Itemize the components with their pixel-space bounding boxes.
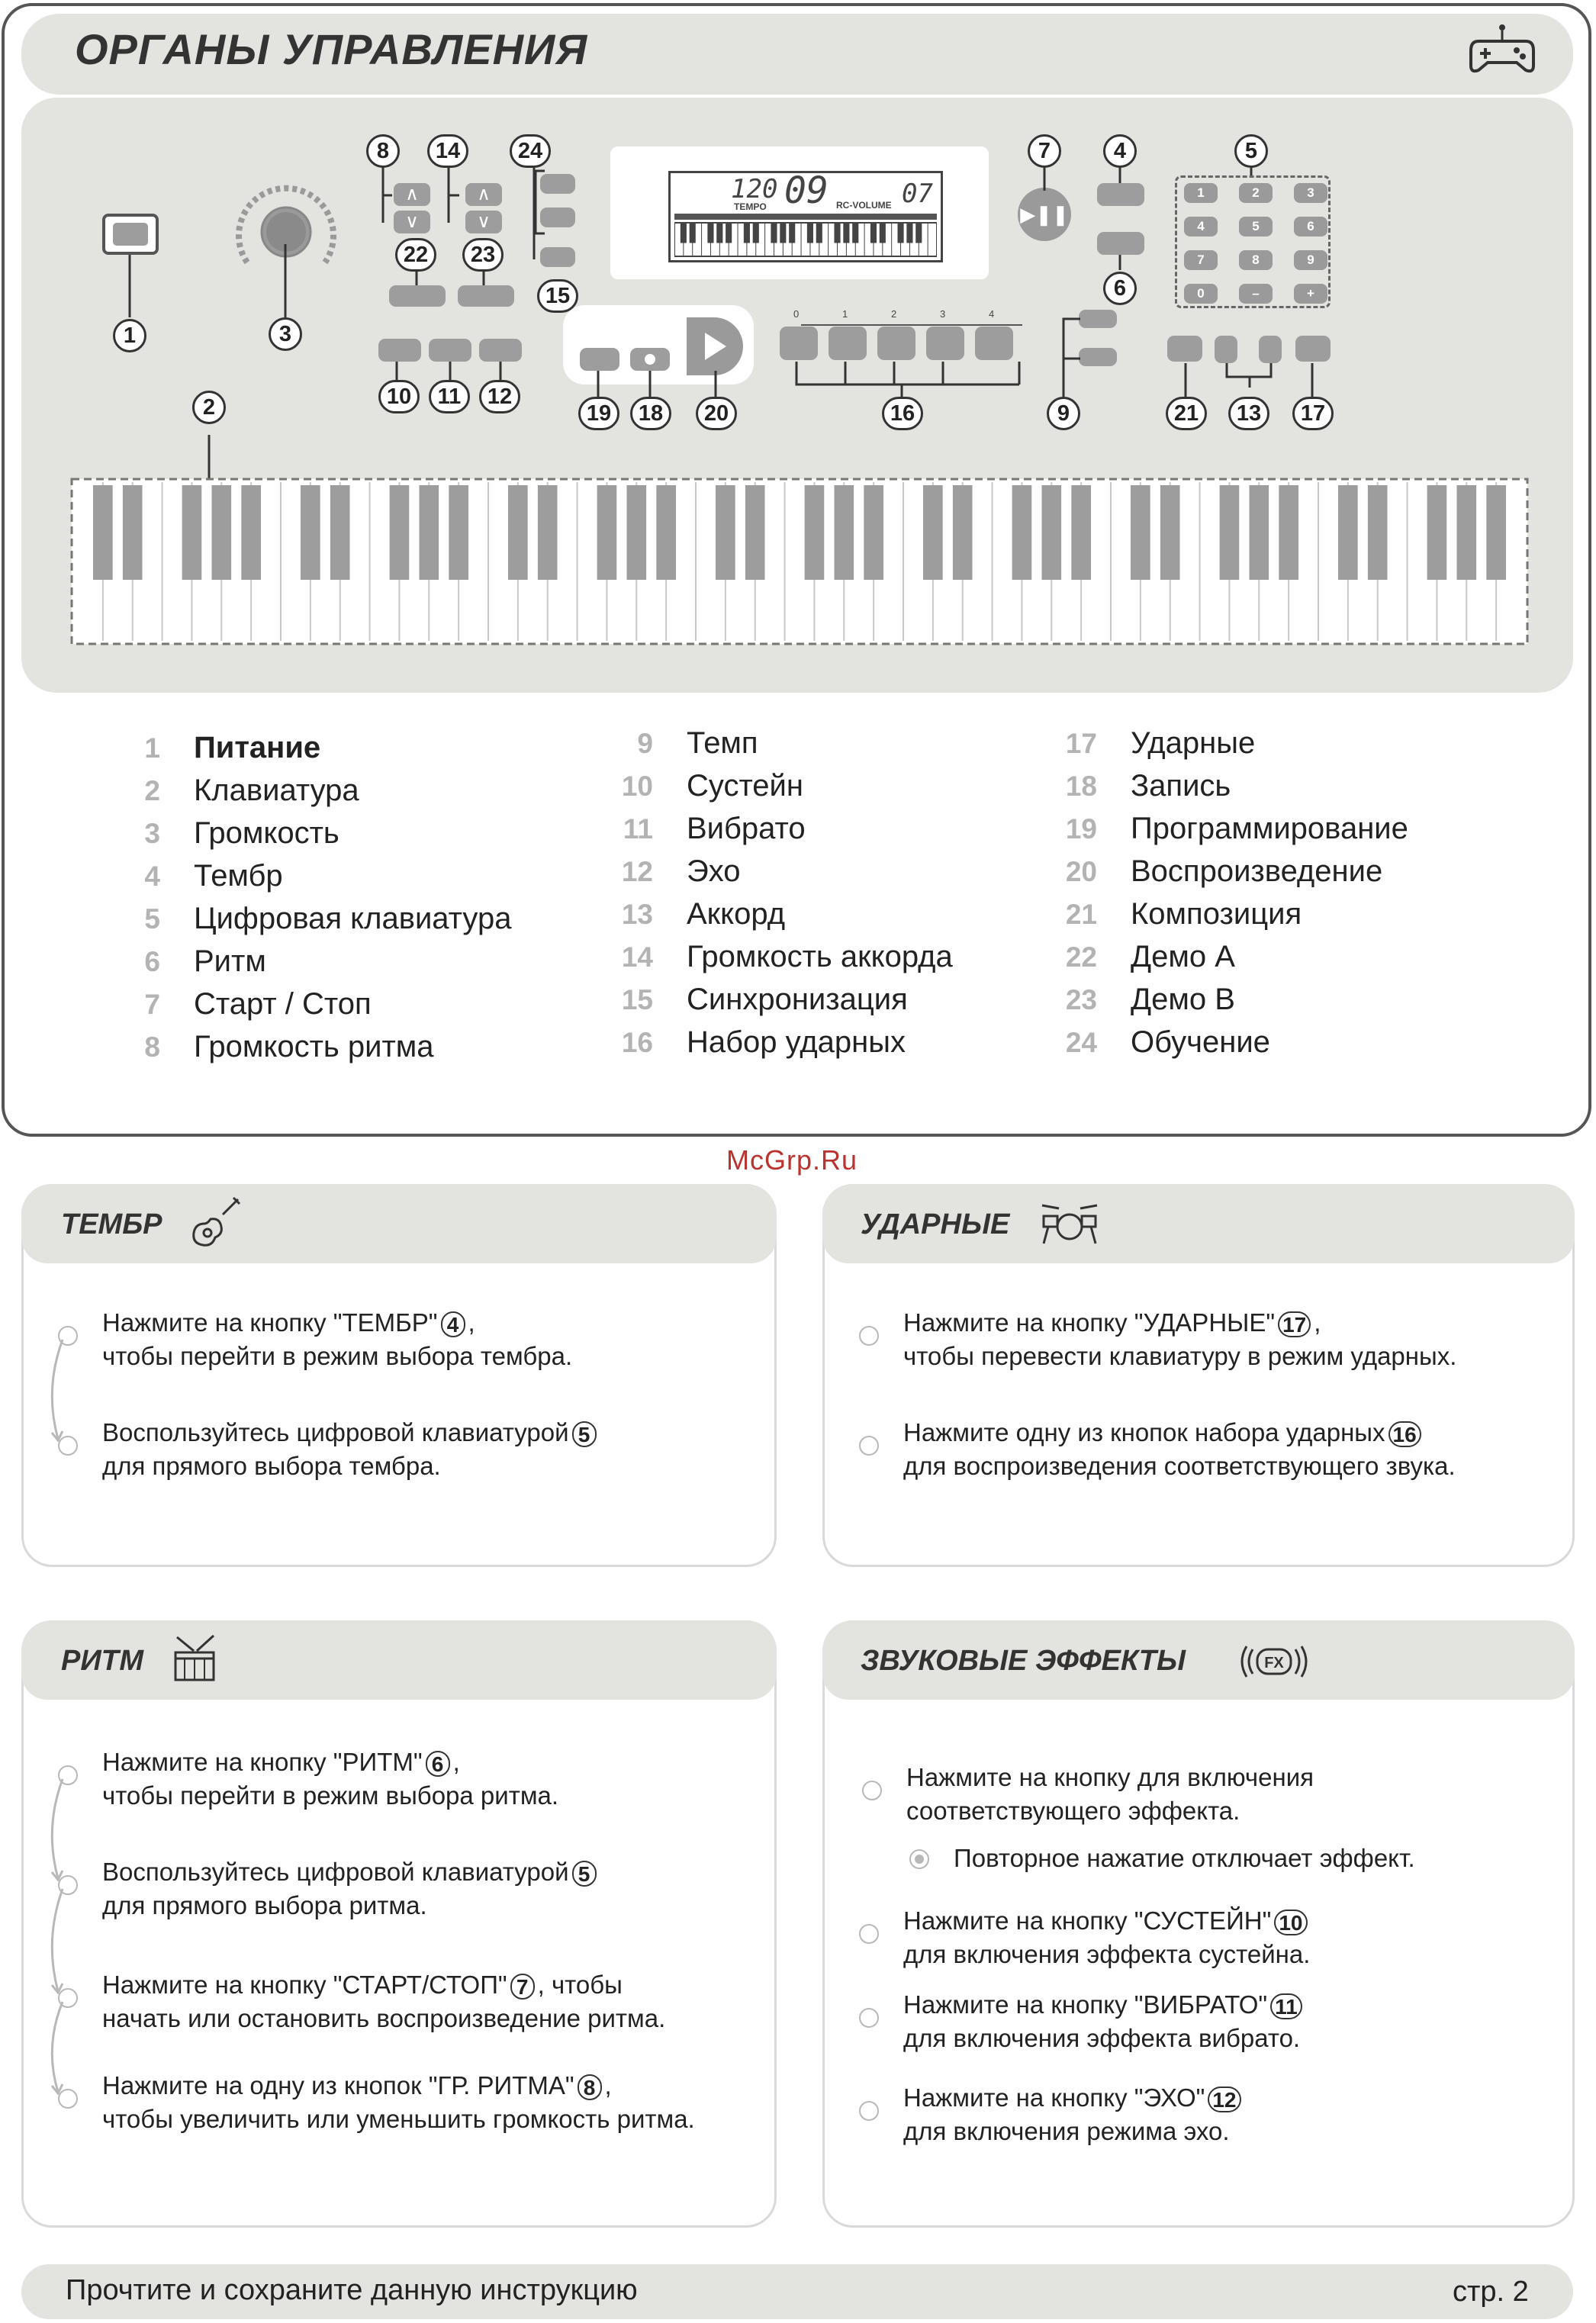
timbre-title: ТЕМБР [61, 1208, 162, 1240]
flow-arrow-icon [43, 1776, 73, 1881]
legend-item [114, 774, 359, 808]
footer-text: Прочтите и сохраните данную инструкцию [66, 2274, 638, 2306]
legend-item [607, 812, 806, 846]
legend-number: 4 [144, 861, 160, 892]
callout-24: 24 [510, 134, 551, 168]
drum-scale-tick: 1 [842, 308, 848, 320]
black-key[interactable] [626, 485, 646, 580]
numpad-key[interactable]: + [1294, 284, 1327, 304]
black-key[interactable] [123, 485, 143, 580]
step-reference: 6 [426, 1751, 450, 1777]
legend-number: 19 [1065, 813, 1097, 845]
step-reference: 10 [1274, 1910, 1307, 1935]
legend-label: Эхо [687, 854, 741, 888]
legend-number: 11 [623, 813, 653, 845]
numpad-key[interactable]: 5 [1239, 217, 1273, 236]
step-reference: 5 [572, 1861, 597, 1887]
chord-volume-down[interactable]: ∨ [465, 211, 502, 233]
legend-number: 17 [1065, 728, 1097, 759]
step-text-tail: , [1314, 1308, 1321, 1337]
step-line-1 [903, 2081, 1244, 2115]
step-line-1 [903, 1988, 1305, 2022]
black-key[interactable] [1338, 485, 1358, 580]
step-text-tail: , чтобы [537, 1971, 623, 1999]
snare-drum-icon [171, 1634, 218, 1683]
legend-label: Цифровая клавиатура [194, 902, 512, 935]
black-key[interactable] [449, 485, 468, 580]
flow-arrow-icon [43, 1999, 73, 2095]
step-text-tail: , [452, 1748, 460, 1776]
black-key[interactable] [1249, 485, 1269, 580]
legend-number: 24 [1065, 1027, 1097, 1058]
black-key[interactable] [508, 485, 528, 580]
black-key[interactable] [597, 485, 617, 580]
black-key[interactable] [1131, 485, 1150, 580]
black-key[interactable] [805, 485, 825, 580]
effects-intro-line-1: Нажмите на кнопку для включения [906, 1763, 1314, 1791]
lcd-tempo-label: TEMPO [734, 201, 767, 212]
legend-label: Громкость ритма [194, 1030, 434, 1063]
legend-number: 14 [621, 941, 653, 973]
legend-label: Сустейн [687, 769, 803, 803]
fx-icon [1236, 1640, 1312, 1683]
legend-number: 10 [621, 771, 653, 802]
step-reference: 7 [510, 1974, 535, 2000]
callout-6: 6 [1103, 272, 1137, 305]
drums-title: УДАРНЫЕ [861, 1208, 1010, 1240]
step-text: Нажмите на кнопку "ЭХО" [903, 2083, 1205, 2112]
start-stop-button[interactable]: ▶❚❚ [1018, 188, 1071, 241]
black-key[interactable] [1220, 485, 1240, 580]
note-bullet-inner [915, 1855, 924, 1864]
step-reference: 16 [1388, 1421, 1421, 1447]
rhythm-volume-up[interactable]: ∧ [394, 183, 430, 206]
step-line-1 [102, 1306, 475, 1340]
chord-volume-up[interactable]: ∧ [465, 183, 502, 206]
legend-label: Воспроизведение [1131, 854, 1383, 888]
step-text: Нажмите на кнопку "ВИБРАТО" [903, 1990, 1268, 2019]
step-reference: 17 [1278, 1311, 1311, 1337]
legend-number: 5 [144, 903, 160, 935]
step-bullet [859, 2101, 879, 2121]
callout-3: 3 [269, 317, 302, 351]
black-key[interactable] [182, 485, 202, 580]
callout-11: 11 [429, 380, 470, 413]
legend-item [607, 1025, 906, 1060]
legend-item [607, 854, 741, 889]
step-line-2: для включения эффекта вибрато. [903, 2024, 1301, 2052]
step-text: Нажмите на кнопку "УДАРНЫЕ" [903, 1308, 1276, 1337]
step-bullet [859, 1924, 879, 1944]
legend-item [1051, 1025, 1270, 1060]
callout-8: 8 [366, 134, 400, 168]
legend-item [114, 987, 372, 1022]
step-line-2: для включения эффекта сустейна. [903, 1940, 1311, 1968]
legend-label: Набор ударных [687, 1025, 906, 1059]
legend-item [1051, 726, 1255, 761]
legend-number: 7 [144, 989, 160, 1020]
step-line-1 [102, 1745, 460, 1779]
black-key[interactable] [1368, 485, 1388, 580]
callout-16: 16 [882, 397, 923, 430]
legend-label: Громкость [194, 816, 339, 850]
svg-text:FX: FX [1264, 1655, 1284, 1671]
legend-label: Демо A [1131, 940, 1235, 973]
black-key[interactable] [330, 485, 350, 580]
legend-number: 12 [621, 856, 653, 887]
step-line-2: для прямого выбора тембра. [102, 1452, 441, 1480]
legend-number: 23 [1065, 984, 1097, 1015]
legend-item [607, 769, 803, 803]
piano-keyboard [70, 478, 1529, 645]
legend-number: 16 [621, 1027, 653, 1058]
effects-title: ЗВУКОВЫЕ ЭФФЕКТЫ [861, 1645, 1186, 1677]
step-bullet [859, 1326, 879, 1346]
callout-13: 13 [1228, 397, 1269, 430]
step-line-1 [903, 1416, 1424, 1449]
legend-item [1051, 940, 1235, 974]
legend-label: Программирование [1131, 812, 1408, 845]
step-line-2: чтобы перевести клавиатуру в режим ударных. [903, 1342, 1457, 1370]
black-key[interactable] [834, 485, 854, 580]
black-key[interactable] [390, 485, 410, 580]
legend-item [114, 944, 266, 979]
black-key[interactable] [1012, 485, 1032, 580]
callout-12: 12 [479, 380, 520, 413]
numpad-key[interactable]: – [1239, 284, 1273, 304]
drum-kit-icon [1041, 1199, 1099, 1245]
step-line-2: чтобы перейти в режим выбора ритма. [102, 1781, 559, 1810]
legend-label: Композиция [1131, 897, 1302, 931]
legend-item [1051, 812, 1408, 846]
numpad-key[interactable]: 4 [1184, 217, 1218, 236]
callout-17: 17 [1292, 397, 1334, 430]
step-text: Нажмите на кнопку "СТАРТ/СТОП" [102, 1971, 507, 1999]
callout-9: 9 [1047, 397, 1080, 430]
legend-number: 3 [144, 818, 160, 849]
guitar-icon [189, 1196, 243, 1250]
black-key[interactable] [93, 485, 113, 580]
legend-item [1051, 983, 1235, 1017]
callout-22: 22 [395, 238, 436, 272]
black-key[interactable] [538, 485, 558, 580]
legend-number: 6 [144, 946, 160, 977]
legend-label: Темп [687, 726, 758, 760]
rhythm-title: РИТМ [61, 1645, 144, 1677]
black-key[interactable] [1279, 485, 1298, 580]
step-bullet [58, 2089, 78, 2109]
callout-7: 7 [1028, 134, 1061, 168]
flow-arrow-icon [43, 1886, 73, 1994]
legend-label: Вибрато [687, 812, 806, 845]
legend-number: 15 [621, 984, 653, 1015]
step-text: Воспользуйтесь цифровой клавиатурой [102, 1858, 569, 1886]
legend-item [1051, 854, 1382, 889]
step-line-1 [102, 1416, 600, 1449]
page-number: стр. 2 [1453, 2276, 1529, 2308]
step-line-1 [102, 1968, 623, 2002]
black-key[interactable] [241, 485, 261, 580]
step-text: Нажмите на кнопку "ТЕМБР" [102, 1308, 438, 1337]
step-text: Нажмите на одну из кнопок "ГР. РИТМА" [102, 2071, 574, 2099]
rhythm-section [21, 1620, 777, 2228]
legend-label: Обучение [1131, 1025, 1270, 1059]
legend-number: 18 [1065, 771, 1097, 802]
numpad-key[interactable]: 8 [1239, 250, 1273, 270]
step-line-2: для прямого выбора ритма. [102, 1891, 427, 1919]
callout-21: 21 [1166, 397, 1207, 430]
numpad-key[interactable]: 3 [1294, 183, 1327, 203]
black-key[interactable] [745, 485, 765, 580]
callout-15: 15 [537, 279, 578, 313]
drum-scale-tick: 4 [989, 308, 995, 320]
black-key[interactable] [1041, 485, 1061, 580]
callout-18: 18 [630, 397, 671, 430]
black-key[interactable] [716, 485, 735, 580]
legend-number: 2 [144, 775, 160, 806]
black-key[interactable] [656, 485, 676, 580]
effects-note: Повторное нажатие отключает эффект. [954, 1844, 1415, 1872]
step-line-1 [102, 1855, 600, 1889]
step-reference: 12 [1208, 2087, 1240, 2112]
legend-item [607, 726, 758, 761]
watermark: McGrp.Ru [726, 1144, 858, 1176]
step-text-tail: , [604, 2071, 612, 2099]
legend-number: 8 [144, 1031, 160, 1063]
step-text: Нажмите одну из кнопок набора ударных [903, 1418, 1385, 1446]
step-reference: 11 [1270, 1993, 1302, 2019]
legend-label: Громкость аккорда [687, 940, 953, 973]
step-line-1 [102, 2069, 612, 2103]
legend-item [114, 859, 283, 893]
legend-item [114, 816, 339, 851]
legend-label: Тембр [194, 859, 283, 893]
step-line-1 [903, 1904, 1311, 1938]
numpad-key[interactable]: 1 [1184, 183, 1218, 203]
callout-4: 4 [1103, 134, 1137, 168]
black-key[interactable] [923, 485, 943, 580]
legend-label: Старт / Стоп [194, 987, 372, 1021]
step-text-tail: , [468, 1308, 475, 1337]
step-reference: 5 [572, 1421, 597, 1447]
black-key[interactable] [211, 485, 231, 580]
step-line-1 [903, 1306, 1321, 1340]
lcd-main-value: 09 [784, 169, 829, 212]
step-bullet [859, 2008, 879, 2028]
effects-intro-line-2: соответствующего эффекта. [906, 1797, 1240, 1825]
numpad-key[interactable]: 7 [1184, 250, 1218, 270]
legend-label: Ударные [1131, 726, 1256, 760]
legend-item [607, 940, 953, 974]
legend-label: Синхронизация [687, 983, 908, 1016]
numpad-key[interactable]: 0 [1184, 284, 1218, 304]
callout-19: 19 [578, 397, 619, 430]
legend-label: Питание [194, 731, 321, 764]
black-key[interactable] [864, 485, 883, 580]
step-reference: 8 [578, 2074, 602, 2100]
legend-item [607, 897, 785, 931]
legend-number: 21 [1065, 899, 1097, 930]
step-text: Нажмите на кнопку "РИТМ" [102, 1748, 423, 1776]
legend-label: Ритм [194, 944, 266, 978]
numpad-key[interactable]: 6 [1294, 217, 1327, 236]
callout-14: 14 [427, 134, 468, 168]
black-key[interactable] [301, 485, 320, 580]
step-text: Нажмите на кнопку "СУСТЕЙН" [903, 1906, 1272, 1935]
legend-item [1051, 897, 1302, 931]
callout-23: 23 [462, 238, 504, 272]
legend-number: 13 [621, 899, 653, 930]
step-bullet [58, 1436, 78, 1456]
legend-label: Аккорд [687, 897, 786, 931]
black-key[interactable] [1071, 485, 1091, 580]
legend-number: 9 [637, 728, 653, 759]
step-bullet [859, 1436, 879, 1456]
black-key[interactable] [1456, 485, 1476, 580]
legend-item [607, 983, 908, 1017]
black-key[interactable] [1427, 485, 1447, 580]
legend-label: Клавиатура [194, 774, 359, 807]
legend-number: 1 [144, 732, 160, 764]
legend-number: 22 [1065, 941, 1097, 973]
black-key[interactable] [1486, 485, 1506, 580]
lcd-volume-value: 07 [902, 179, 933, 209]
step-line-2: для включения режима эхо. [903, 2117, 1230, 2145]
drum-scale-tick: 2 [891, 308, 897, 320]
numpad-key[interactable]: 9 [1294, 250, 1327, 270]
rhythm-volume-down[interactable]: ∨ [394, 211, 430, 233]
effects-intro-dot [862, 1781, 882, 1800]
numpad-key[interactable]: 2 [1239, 183, 1273, 203]
step-line-2: чтобы увеличить или уменьшить громкость ритма. [102, 2105, 695, 2133]
black-key[interactable] [953, 485, 973, 580]
step-reference: 4 [441, 1311, 465, 1337]
legend-item [1051, 769, 1231, 803]
step-line-2: для воспроизведения соответствующего звука. [903, 1452, 1456, 1480]
black-key[interactable] [1160, 485, 1180, 580]
callout-1: 1 [113, 319, 146, 352]
callout-leaders [0, 0, 1596, 488]
page-title: ОРГАНЫ УПРАВЛЕНИЯ [75, 25, 588, 73]
legend-label: Запись [1131, 769, 1231, 803]
legend-number: 20 [1065, 856, 1097, 887]
step-line-2: чтобы перейти в режим выбора тембра. [102, 1342, 573, 1370]
legend-item [114, 731, 320, 765]
step-text: Воспользуйтесь цифровой клавиатурой [102, 1418, 569, 1446]
step-line-2: начать или остановить воспроизведение ритма. [102, 2004, 666, 2032]
callout-20: 20 [696, 397, 737, 430]
flow-arrow-icon [43, 1337, 73, 1442]
lcd-tempo-value: 120 [731, 174, 778, 204]
callout-5: 5 [1234, 134, 1268, 168]
legend-item [114, 902, 511, 936]
legend-item [114, 1030, 434, 1064]
callout-10: 10 [378, 380, 420, 413]
lcd-volume-label: RC-VOLUME [836, 200, 892, 211]
black-key[interactable] [419, 485, 439, 580]
drum-scale-tick: 3 [940, 308, 946, 320]
drum-scale-tick: 0 [793, 308, 800, 320]
callout-2: 2 [192, 391, 226, 424]
legend-label: Демо B [1131, 983, 1235, 1016]
